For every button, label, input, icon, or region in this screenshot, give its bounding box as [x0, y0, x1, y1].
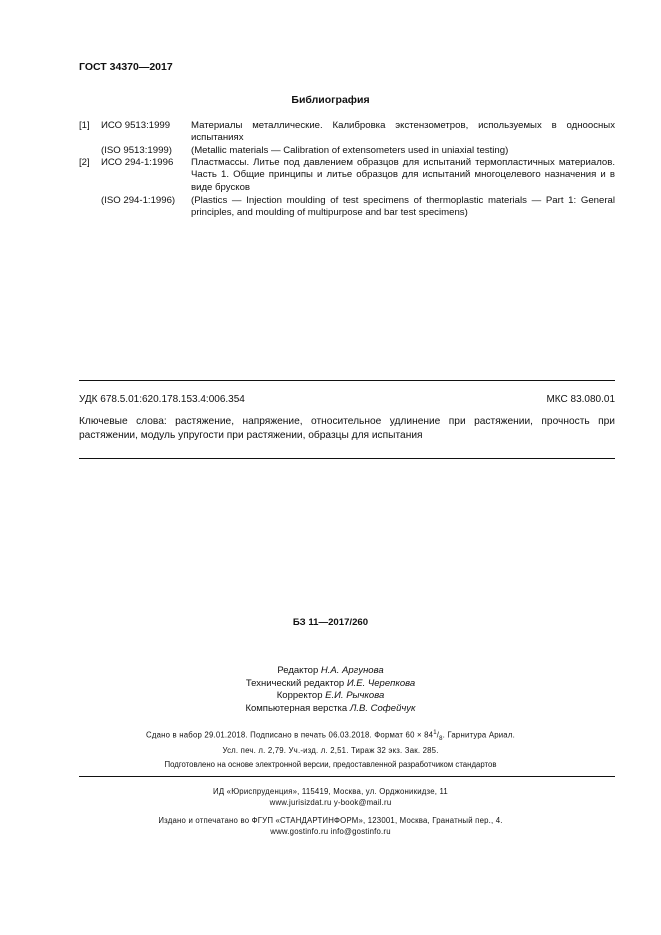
- mks-code: МКС 83.080.01: [546, 394, 615, 405]
- udk-code: УДК 678.5.01:620.178.153.4:006.354: [79, 394, 245, 405]
- entry-number: [2]: [79, 157, 90, 168]
- entry-number: [1]: [79, 120, 90, 131]
- credit-line: [0, 665, 661, 678]
- publisher-address: ИД «Юриспруденция», 115419, Москва, ул. Орджоникидзе, 11: [213, 787, 448, 796]
- printer-info: [0, 815, 661, 837]
- credit-line: [0, 690, 661, 703]
- credit-role: Редактор: [277, 665, 319, 676]
- credit-name: И.Е. Черепкова: [346, 677, 416, 689]
- divider: [79, 380, 615, 381]
- entry-reference: ИСО 294-1:1996: [101, 157, 174, 168]
- divider: [79, 776, 615, 777]
- entry-reference: (ISO 294-1:1996): [101, 195, 176, 206]
- credit-line: [0, 703, 661, 716]
- credit-name: Н.А. Аргунова: [320, 665, 384, 676]
- credits: [0, 665, 661, 715]
- bibliography-title: Библиография: [291, 94, 370, 106]
- entry-text: (Metallic materials — Calibration of extensometers used in uniaxial testing): [191, 145, 509, 156]
- credit-role: Компьютерная верстка: [245, 702, 348, 714]
- entry-text: Пластмассы. Литье под давлением образцов для испытаний термопластичных материалов. Часть 1. Общие принципы и литье образцов для испытаний многоцелевого назначения и в виде брусков: [191, 157, 615, 193]
- printer-contacts: www.gostinfo.ru info@gostinfo.ru: [270, 827, 391, 836]
- credit-role: Технический редактор: [245, 677, 345, 689]
- printer-address: Издано и отпечатано во ФГУП «СТАНДАРТИНФОРМ», 123001, Москва, Гранатный пер., 4.: [158, 816, 503, 825]
- format-numerator: 1: [433, 730, 437, 736]
- keywords: Ключевые слова: растяжение, напряжение, относительное удлинение при растяжении, прочность при растяжении, модуль упругости при растяжении, образцы для испытания: [79, 416, 615, 441]
- credit-name: Е.И. Рычкова: [325, 690, 385, 702]
- credit-name: Л.В. Софейчук: [349, 702, 416, 714]
- print-info: [0, 728, 661, 756]
- entry-reference: (ISO 9513:1999): [101, 145, 172, 156]
- document-code: ГОСТ 34370—2017: [79, 61, 173, 73]
- credit-line: [0, 678, 661, 691]
- publisher-contacts: www.jurisizdat.ru y-book@mail.ru: [269, 798, 392, 807]
- print-details: Сдано в набор 29.01.2018. Подписано в печать 06.03.2018. Формат 60 × 84: [146, 730, 434, 740]
- publisher-info: [0, 786, 661, 808]
- entry-reference: ИСО 9513:1999: [101, 120, 171, 131]
- print-line: Сдано в набор 29.01.2018. Подписано в печать 06.03.2018. Формат $60 \times 84^1/_8$. Гарнитура Ариал.: [146, 730, 515, 743]
- prepared-note: Подготовлено на основе электронной версии, предоставленной разработчиком стандартов: [164, 760, 497, 769]
- format-denominator: 8: [439, 736, 443, 743]
- divider: [79, 458, 615, 459]
- entry-text: (Plastics — Injection moulding of test specimens of thermoplastic materials — Part 1: General principles, and moulding of multipurpose and bar test specimens): [191, 195, 615, 219]
- entry-text: Материалы металлические. Калибровка экстензометров, используемых в одноосных испытаниях: [191, 120, 615, 144]
- print-line: Усл. печ. л. 2,79. Уч.-изд. л. 2,51. Тираж 32 экз. Зак. 285.: [222, 746, 439, 756]
- bz-number: БЗ 11—2017/260: [292, 617, 369, 628]
- font-info: . Гарнитура Ариал.: [442, 730, 515, 740]
- credit-role: Корректор: [276, 690, 323, 702]
